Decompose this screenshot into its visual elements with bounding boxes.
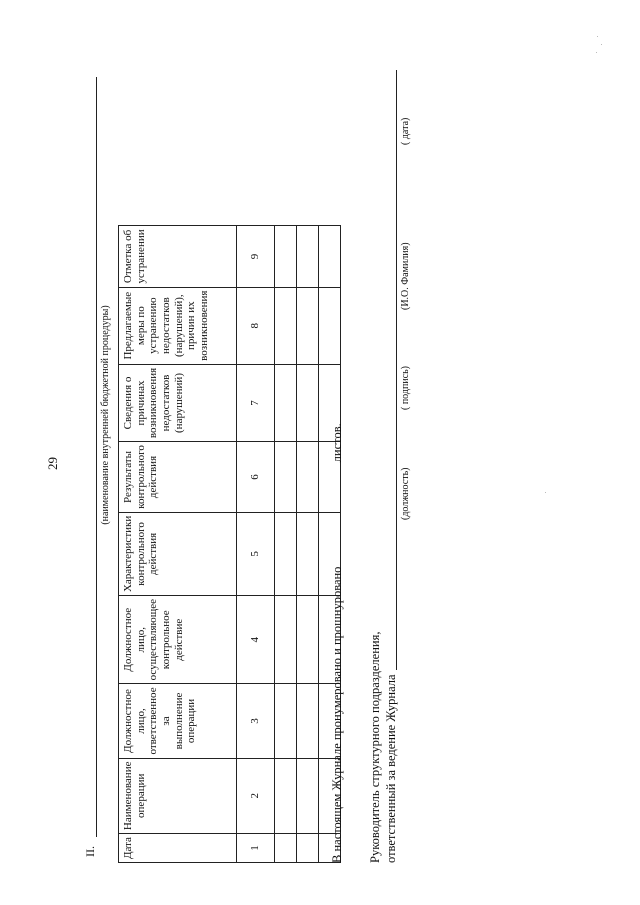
caption-name: (И.О. Фамилия) xyxy=(400,242,411,310)
scan-speck xyxy=(601,44,602,45)
caption-signature: ( подпись) xyxy=(400,365,411,410)
header-control-results: Результаты контрольного действия xyxy=(119,442,237,513)
section-number: II. xyxy=(83,846,97,857)
procedure-caption: (наименование внутренней бюджетной процедуры) xyxy=(100,305,111,525)
numbered-text: В настоящем Журнале пронумеровано и прошнуровано xyxy=(330,566,344,863)
scan-speck xyxy=(545,492,546,493)
header-proposed-measures: Предлагаемые меры по устранению недостатков (нарушений), причин их возникновения xyxy=(119,287,237,364)
column-number: 2 xyxy=(237,758,275,834)
numbered-statement xyxy=(330,423,344,863)
column-number: 6 xyxy=(237,442,275,513)
header-elimination-mark: Отметка об устранении xyxy=(119,226,237,287)
column-number: 5 xyxy=(237,512,275,595)
caption-date: ( дата) xyxy=(400,117,411,145)
header-controlling-official: Должностное лицо, осуществляющее контрольное действие xyxy=(119,596,237,684)
column-number: 8 xyxy=(237,287,275,364)
table-row xyxy=(275,226,297,863)
sheets-word: листов. xyxy=(330,423,344,463)
column-number: 4 xyxy=(237,596,275,684)
scan-speck xyxy=(597,36,598,37)
header-control-characteristics: Характеристики контрольного действия xyxy=(119,512,237,595)
column-number: 7 xyxy=(237,364,275,441)
journal-table xyxy=(118,225,341,863)
signer-title-line2: ответственный за ведение Журнала xyxy=(384,674,398,863)
header-operation-name: Наименование операции xyxy=(119,758,237,834)
header-causes-info: Сведения о причинах возникновения недостатков (нарушений) xyxy=(119,364,237,441)
header-responsible-official: Должностное лицо, ответственное за выполнение операции xyxy=(119,684,237,758)
sheet-count-blank xyxy=(340,468,341,560)
signer-title-line1: Руководитель структурного подразделения, xyxy=(368,631,382,863)
column-number: 1 xyxy=(237,834,275,863)
signature-line xyxy=(396,70,397,670)
table-row xyxy=(297,226,319,863)
table-number-row xyxy=(237,226,275,863)
page-number: 29 xyxy=(45,457,60,470)
column-number: 9 xyxy=(237,226,275,287)
column-number: 3 xyxy=(237,684,275,758)
table-header-row xyxy=(119,226,237,863)
header-date: Дата xyxy=(119,834,237,863)
caption-position: (должность) xyxy=(400,467,411,520)
procedure-name-line xyxy=(96,77,97,837)
scan-speck xyxy=(596,52,597,53)
rotated-document-page xyxy=(30,55,630,865)
